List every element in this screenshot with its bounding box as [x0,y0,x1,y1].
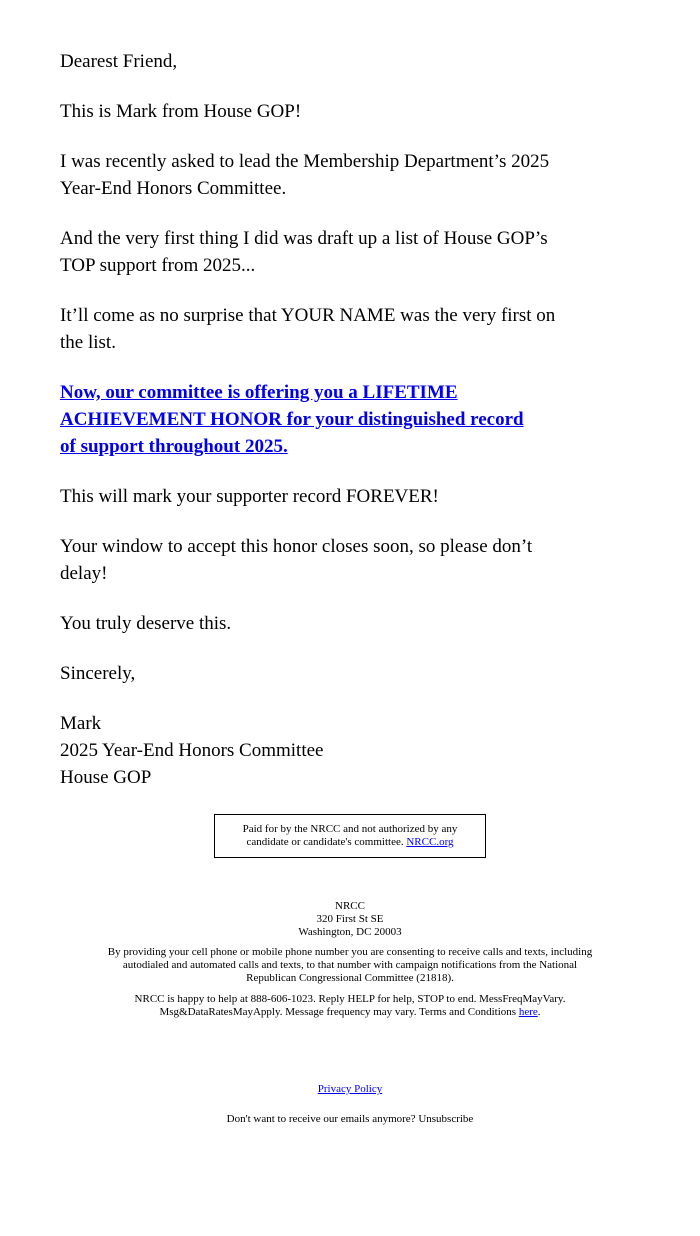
unsubscribe-link[interactable]: Unsubscribe [418,1113,474,1125]
paid-for-disclaimer-box [214,814,486,858]
honor-offer-link[interactable]: Now, our committee is offering you a LIFETIME ACHIEVEMENT HONOR for your distinguished record of support throughout 2025. [60,382,524,457]
window-text: Your window to accept this honor closes soon, so please don’t delay! [60,536,533,584]
unsubscribe-row [0,1113,700,1126]
unsubscribe-prompt-text: Don't want to receive our emails anymore? [226,1113,419,1125]
privacy-policy-link[interactable]: Privacy Policy [317,1083,383,1095]
your-name-text: It’ll come as no surprise that YOUR NAME was the very first on the list. [60,305,556,353]
privacy-policy-row [0,1083,700,1096]
sms-consent-text: By providing your cell phone or mobile phone number you are consenting to receive calls and texts, including autodialed and automated calls and texts, to that number with campaign notifications from the National Republican Congressional Committee (21818). [107,946,593,984]
sms-help-text [0,993,700,1019]
deserve-text: You truly deserve this. [60,613,232,634]
honor-offer-paragraph [60,379,642,460]
paid-for-text-line2: candidate or candidate's committee. [246,836,407,848]
committee-lead-text: I was recently asked to lead the Membership Department’s 2025 Year-End Honors Committee. [60,151,550,199]
sms-help-line2: Msg&DataRatesMayApply. Message frequency may vary. Terms and Conditions [159,1006,519,1018]
intro-text: This is Mark from House GOP! [60,101,302,122]
greeting-text: Dearest Friend, [60,51,178,72]
signature-block: Mark 2025 Year-End Honors Committee House GOP [60,713,324,788]
nrcc-org-link[interactable]: NRCC.org [406,836,454,848]
paid-for-text-line1: Paid for by the NRCC and not authorized by any [242,823,458,835]
sms-help-line1: NRCC is happy to help at 888-606-1023. Reply HELP for help, STOP to end. MessFreqMayVary. [134,993,566,1005]
signoff-text: Sincerely, [60,663,136,684]
terms-here-link[interactable]: here [518,1006,538,1018]
footer-address: NRCC 320 First St SE Washington, DC 20003 [298,900,402,938]
email-footer [0,900,700,1126]
forever-text: This will mark your supporter record FOREVER! [60,486,439,507]
top-support-text: And the very first thing I did was draft up a list of House GOP’s TOP support from 2025... [60,228,548,276]
sms-help-suffix: . [537,1006,541,1018]
